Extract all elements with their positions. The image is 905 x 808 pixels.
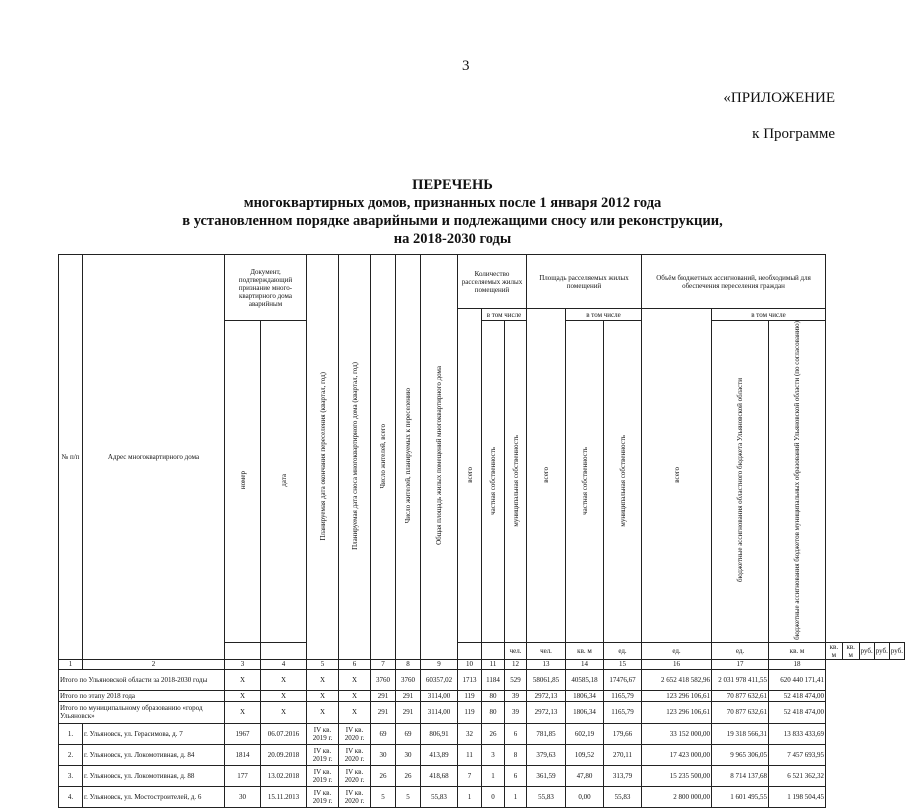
header-spacer bbox=[261, 642, 307, 659]
table-cell: 123 296 106,61 bbox=[642, 701, 712, 723]
header-budget-total: всего bbox=[642, 309, 712, 643]
unit-cell: кв. м bbox=[826, 642, 843, 659]
table-cell: IV кв. 2020 г. bbox=[339, 765, 371, 786]
header-area-incl: в том числе bbox=[566, 309, 642, 321]
table-cell: 55,83 bbox=[527, 786, 566, 807]
program-label: к Программе bbox=[752, 126, 835, 142]
table-cell: X bbox=[261, 701, 307, 723]
header-total-area: Общая площадь жилых помещений многоквартирного дома bbox=[421, 255, 458, 660]
unit-cell: кв. м bbox=[769, 642, 826, 659]
table-cell: 2972,13 bbox=[527, 701, 566, 723]
table-cell: X bbox=[339, 701, 371, 723]
table-cell: IV кв. 2019 г. bbox=[307, 765, 339, 786]
table-row bbox=[59, 723, 905, 744]
page-number: 3 bbox=[462, 58, 470, 74]
table-cell: 781,85 bbox=[527, 723, 566, 744]
subtitle-line: многоквартирных домов, признанных после 1 января 2012 года bbox=[243, 195, 662, 211]
table-cell: 55,83 bbox=[421, 786, 458, 807]
table-cell: 26 bbox=[396, 765, 421, 786]
table-cell: IV кв. 2020 г. bbox=[339, 744, 371, 765]
table-cell: 13.02.2018 bbox=[261, 765, 307, 786]
table-cell: 40585,18 bbox=[566, 669, 604, 690]
column-number: 7 bbox=[371, 659, 396, 669]
unit-cell: руб. bbox=[859, 642, 874, 659]
column-number: 8 bbox=[396, 659, 421, 669]
table-cell: 1814 bbox=[225, 744, 261, 765]
table-cell: 55,83 bbox=[604, 786, 642, 807]
document-title-block bbox=[0, 176, 905, 248]
table-cell: 123 296 106,61 bbox=[642, 690, 712, 701]
summary-label: Итого по муниципальному образованию «город Ульяновск» bbox=[59, 701, 225, 723]
header-budget-region: бюджетные ассигнования областного бюджета Ульяновской области bbox=[712, 321, 769, 643]
table-cell: 177 bbox=[225, 765, 261, 786]
header-rooms-total: всего bbox=[458, 309, 482, 643]
row-address: г. Ульяновск, ул. Локомотивная, д. 88 bbox=[83, 765, 225, 786]
header-address: Адрес многоквартирного дома bbox=[83, 255, 225, 660]
column-number: 11 bbox=[482, 659, 505, 669]
table-cell: 70 877 632,61 bbox=[712, 701, 769, 723]
table-cell: 17476,67 bbox=[604, 669, 642, 690]
header-document: Документ, подтверждающий признание много-квартирного дома аварийным bbox=[225, 255, 307, 321]
table-cell: 291 bbox=[396, 690, 421, 701]
unit-cell: ед. bbox=[712, 642, 769, 659]
table-cell: 179,66 bbox=[604, 723, 642, 744]
row-number: 3. bbox=[59, 765, 83, 786]
table-cell: 69 bbox=[371, 723, 396, 744]
table-cell: 361,59 bbox=[527, 765, 566, 786]
table-cell: 379,63 bbox=[527, 744, 566, 765]
table-cell: X bbox=[261, 669, 307, 690]
unit-cell: ед. bbox=[604, 642, 642, 659]
header-spacer bbox=[225, 642, 261, 659]
table-cell: 602,19 bbox=[566, 723, 604, 744]
table-cell: 1806,34 bbox=[566, 701, 604, 723]
row-number: 2. bbox=[59, 744, 83, 765]
table-cell: 15 235 500,00 bbox=[642, 765, 712, 786]
row-address: г. Ульяновск, ул. Герасимова, д. 7 bbox=[83, 723, 225, 744]
table-cell: 0,00 bbox=[566, 786, 604, 807]
table-cell: 6 bbox=[505, 723, 527, 744]
column-number: 15 bbox=[604, 659, 642, 669]
summary-row bbox=[59, 701, 905, 723]
table-cell: 1165,79 bbox=[604, 701, 642, 723]
column-number: 2 bbox=[83, 659, 225, 669]
row-address: г. Ульяновск, ул. Мостостроителей, д. 6 bbox=[83, 786, 225, 807]
document-title: ПЕРЕЧЕНЬ bbox=[412, 177, 493, 193]
summary-row bbox=[59, 669, 905, 690]
row-number: 4. bbox=[59, 786, 83, 807]
table-cell: 1 198 504,45 bbox=[769, 786, 826, 807]
column-number: 10 bbox=[458, 659, 482, 669]
column-number: 3 bbox=[225, 659, 261, 669]
table-cell: 19 318 566,31 bbox=[712, 723, 769, 744]
table-cell: 52 418 474,00 bbox=[769, 701, 826, 723]
table-cell: 30 bbox=[371, 744, 396, 765]
table-cell: 2972,13 bbox=[527, 690, 566, 701]
table-cell: 1 bbox=[458, 786, 482, 807]
table-cell: 1 bbox=[505, 786, 527, 807]
table-row bbox=[59, 786, 905, 807]
table-cell: 291 bbox=[371, 701, 396, 723]
buildings-table bbox=[58, 254, 905, 808]
table-cell: 5 bbox=[396, 786, 421, 807]
table-cell: 1165,79 bbox=[604, 690, 642, 701]
unit-cell: ед. bbox=[642, 642, 712, 659]
header-rooms-private: частная собственность bbox=[482, 321, 505, 643]
header-budget: Объём бюджетных ассигнований, необходимый для обеспечения переселения граждан bbox=[642, 255, 826, 309]
table-cell: 1713 bbox=[458, 669, 482, 690]
header-residents-planned: Число жителей, планируемых к переселению bbox=[396, 255, 421, 660]
table-cell: 39 bbox=[505, 701, 527, 723]
table-cell: 109,52 bbox=[566, 744, 604, 765]
table-cell: X bbox=[261, 690, 307, 701]
table-cell: X bbox=[339, 690, 371, 701]
table-cell: 270,11 bbox=[604, 744, 642, 765]
table-cell: X bbox=[339, 669, 371, 690]
unit-cell: кв. м bbox=[566, 642, 604, 659]
table-cell: 1184 bbox=[482, 669, 505, 690]
column-number: 18 bbox=[769, 659, 826, 669]
table-cell: X bbox=[307, 701, 339, 723]
table-cell: 8 bbox=[505, 744, 527, 765]
table-cell: 413,89 bbox=[421, 744, 458, 765]
table-cell: 0 bbox=[482, 786, 505, 807]
row-number: 1. bbox=[59, 723, 83, 744]
table-cell: X bbox=[307, 669, 339, 690]
header-planned-demolition: Планируемая дата сноса многоквартирного дома (квартал, год) bbox=[339, 255, 371, 660]
summary-row bbox=[59, 690, 905, 701]
summary-label: Итого по этапу 2018 года bbox=[59, 690, 225, 701]
table-cell: 3114,00 bbox=[421, 701, 458, 723]
unit-cell: чел. bbox=[505, 642, 527, 659]
table-cell: 20.09.2018 bbox=[261, 744, 307, 765]
column-number: 5 bbox=[307, 659, 339, 669]
table-cell: 70 877 632,61 bbox=[712, 690, 769, 701]
table-cell: 17 423 000,00 bbox=[642, 744, 712, 765]
table-cell: 418,68 bbox=[421, 765, 458, 786]
table-cell: X bbox=[307, 690, 339, 701]
table-cell: 26 bbox=[371, 765, 396, 786]
table-cell: IV кв. 2020 г. bbox=[339, 786, 371, 807]
column-number: 4 bbox=[261, 659, 307, 669]
table-cell: 60357,02 bbox=[421, 669, 458, 690]
table-cell: 26 bbox=[482, 723, 505, 744]
header-rooms-incl: в том числе bbox=[482, 309, 527, 321]
table-cell: 80 bbox=[482, 690, 505, 701]
header-planned-end: Планируемая дата окончания переселения (квартал, год) bbox=[307, 255, 339, 660]
table-cell: 15.11.2013 bbox=[261, 786, 307, 807]
subtitle-line: на 2018-2030 годы bbox=[393, 231, 512, 247]
table-cell: 119 bbox=[458, 701, 482, 723]
column-number: 9 bbox=[421, 659, 458, 669]
table-cell: X bbox=[225, 701, 261, 723]
table-cell: 69 bbox=[396, 723, 421, 744]
table-cell: 30 bbox=[396, 744, 421, 765]
table-cell: 3760 bbox=[371, 669, 396, 690]
table-cell: 313,79 bbox=[604, 765, 642, 786]
unit-cell: руб. bbox=[874, 642, 889, 659]
table-cell: 80 bbox=[482, 701, 505, 723]
subtitle-line: в установленном порядке аварийными и подлежащими сносу или реконструкции, bbox=[182, 213, 723, 229]
table-cell: 6 bbox=[505, 765, 527, 786]
table-cell: 620 440 171,41 bbox=[769, 669, 826, 690]
header-residents-total: Число жителей, всего bbox=[371, 255, 396, 660]
table-cell: 1806,34 bbox=[566, 690, 604, 701]
column-number: 6 bbox=[339, 659, 371, 669]
header-rooms-municipal: муниципальная собственность bbox=[505, 321, 527, 643]
table-cell: 2 800 000,00 bbox=[642, 786, 712, 807]
table-cell: IV кв. 2020 г. bbox=[339, 723, 371, 744]
column-number: 16 bbox=[642, 659, 712, 669]
table-cell: 806,91 bbox=[421, 723, 458, 744]
unit-cell: кв. м bbox=[842, 642, 859, 659]
appendix-label: «ПРИЛОЖЕНИЕ bbox=[723, 90, 835, 106]
header-budget-municipal: бюджетные ассигнования бюджетов муниципальных образований Ульяновской области (по согласованию) bbox=[769, 321, 826, 643]
header-spacer bbox=[482, 642, 505, 659]
table-cell: 1967 bbox=[225, 723, 261, 744]
column-number: 17 bbox=[712, 659, 769, 669]
table-cell: 6 521 362,32 bbox=[769, 765, 826, 786]
table-cell: IV кв. 2019 г. bbox=[307, 744, 339, 765]
table-cell: 58061,85 bbox=[527, 669, 566, 690]
header-no: № п/п bbox=[59, 255, 83, 660]
table-cell: 119 bbox=[458, 690, 482, 701]
table-cell: 1 601 495,55 bbox=[712, 786, 769, 807]
table-cell: 13 833 433,69 bbox=[769, 723, 826, 744]
header-budget-incl: в том числе bbox=[712, 309, 826, 321]
table-cell: 7 bbox=[458, 765, 482, 786]
table-cell: 11 bbox=[458, 744, 482, 765]
table-cell: 529 bbox=[505, 669, 527, 690]
header-area-total: всего bbox=[527, 309, 566, 643]
row-address: г. Ульяновск, ул. Локомотивная, д. 84 bbox=[83, 744, 225, 765]
table-cell: 52 418 474,00 bbox=[769, 690, 826, 701]
table-cell: 291 bbox=[371, 690, 396, 701]
header-area-private: частная собственность bbox=[566, 321, 604, 643]
table-cell: IV кв. 2019 г. bbox=[307, 723, 339, 744]
table-cell: 47,80 bbox=[566, 765, 604, 786]
table-row bbox=[59, 765, 905, 786]
table-cell: IV кв. 2019 г. bbox=[307, 786, 339, 807]
table-cell: 33 152 000,00 bbox=[642, 723, 712, 744]
header-doc-date: дата bbox=[261, 321, 307, 643]
table-cell: 2 652 418 582,96 bbox=[642, 669, 712, 690]
header-rooms-count: Количество расселяемых жилых помещений bbox=[458, 255, 527, 309]
header-doc-number: номер bbox=[225, 321, 261, 643]
table-cell: 2 031 978 411,55 bbox=[712, 669, 769, 690]
table-cell: 3 bbox=[482, 744, 505, 765]
table-cell: X bbox=[225, 690, 261, 701]
unit-cell: чел. bbox=[527, 642, 566, 659]
table-row bbox=[59, 744, 905, 765]
header-area-resettled: Площадь расселяемых жилых помещений bbox=[527, 255, 642, 309]
unit-cell: руб. bbox=[889, 642, 904, 659]
column-number: 1 bbox=[59, 659, 83, 669]
column-number: 14 bbox=[566, 659, 604, 669]
table-cell: 8 714 137,68 bbox=[712, 765, 769, 786]
table-cell: X bbox=[225, 669, 261, 690]
table-cell: 06.07.2016 bbox=[261, 723, 307, 744]
table-cell: 3760 bbox=[396, 669, 421, 690]
table-cell: 5 bbox=[371, 786, 396, 807]
summary-label: Итого по Ульяновской области за 2018-2030 годы bbox=[59, 669, 225, 690]
header-area-municipal: муниципальная собственность bbox=[604, 321, 642, 643]
header-spacer bbox=[458, 642, 482, 659]
table-cell: 30 bbox=[225, 786, 261, 807]
column-number: 12 bbox=[505, 659, 527, 669]
table-cell: 291 bbox=[396, 701, 421, 723]
table-cell: 9 965 306,05 bbox=[712, 744, 769, 765]
table-cell: 3114,00 bbox=[421, 690, 458, 701]
column-number: 13 bbox=[527, 659, 566, 669]
table-cell: 1 bbox=[482, 765, 505, 786]
table-cell: 7 457 693,95 bbox=[769, 744, 826, 765]
table-cell: 32 bbox=[458, 723, 482, 744]
table-cell: 39 bbox=[505, 690, 527, 701]
